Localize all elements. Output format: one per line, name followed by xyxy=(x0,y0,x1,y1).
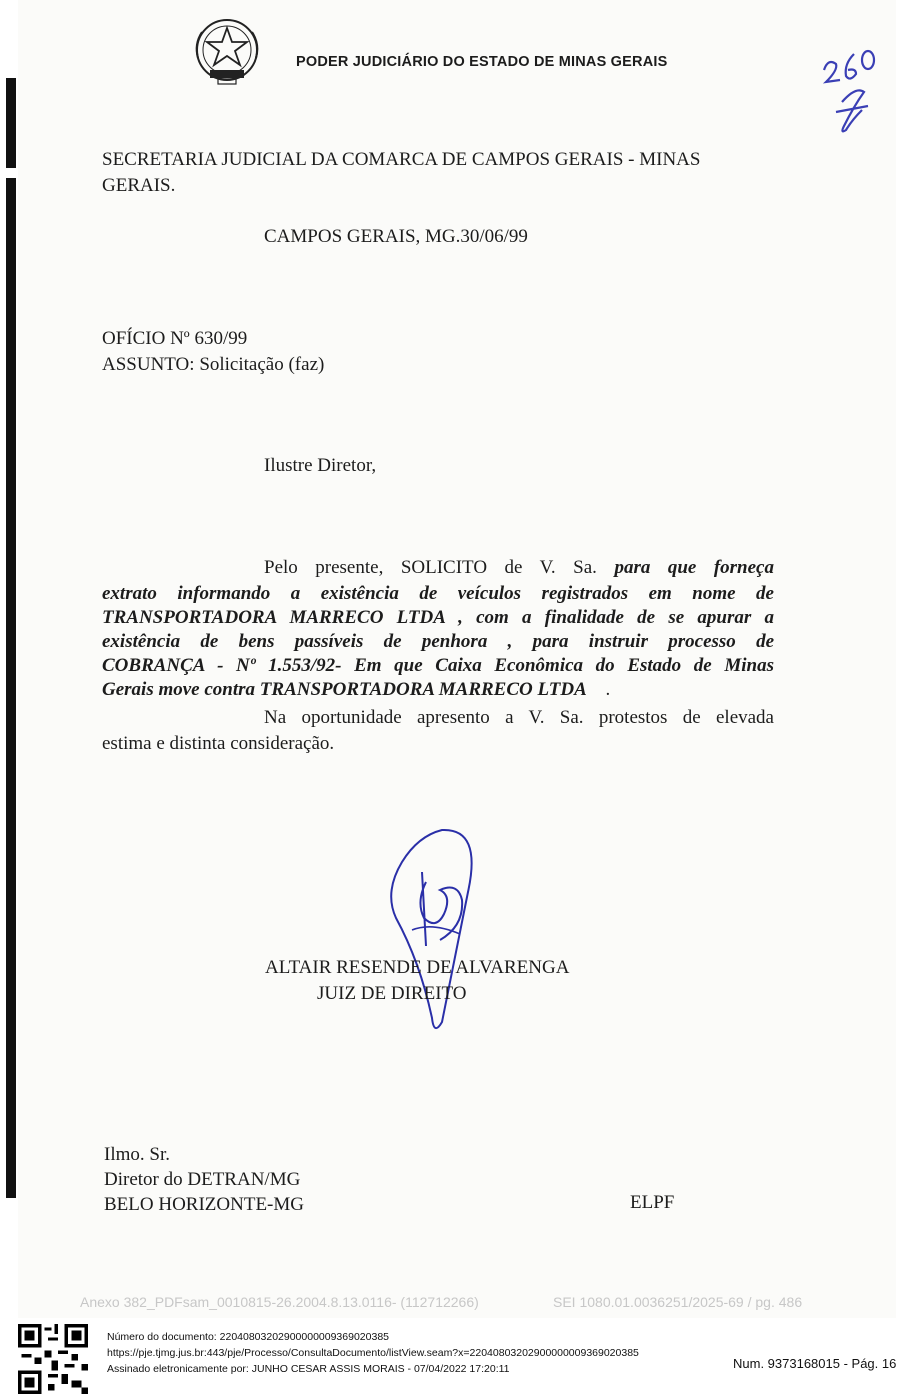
assunto-value: Solicitação (faz) xyxy=(199,354,325,375)
assunto-label: ASSUNTO: xyxy=(102,354,195,375)
anexo-reference: Anexo 382_PDFsam_0010815-26.2004.8.13.0116- (112712266) xyxy=(80,1294,479,1310)
body-line: TRANSPORTADORA MARRECO LTDA , com a finalidade de se apurar a xyxy=(102,607,774,628)
signatory-name: ALTAIR RESENDE DE ALVARENGA xyxy=(265,957,570,978)
body-text-bold: para que forneça xyxy=(614,557,774,578)
secretaria-line: SECRETARIA JUDICIAL DA COMARCA DE CAMPOS GERAIS - MINAS xyxy=(102,149,701,170)
recipient-line: Ilmo. Sr. xyxy=(104,1144,170,1165)
document-url[interactable]: https://pje.tjmg.jus.br:443/pje/Processo/ConsultaDocumento/listView.seam?x=22040803202900000009369020385 xyxy=(107,1347,639,1359)
body-line: Na oportunidade apresento a V. Sa. protestos de elevada xyxy=(264,707,774,728)
oficio-number: OFÍCIO Nº 630/99 xyxy=(102,328,248,349)
scan-edge-bar xyxy=(6,178,16,1198)
assunto-line xyxy=(102,352,324,378)
signature-info: Assinado eletronicamente por: JUNHO CESAR ASSIS MORAIS - 07/04/2022 17:20:11 xyxy=(107,1363,510,1375)
body-line xyxy=(102,677,610,703)
court-header: PODER JUDICIÁRIO DO ESTADO DE MINAS GERAIS xyxy=(296,54,668,70)
recipient-line: Diretor do DETRAN/MG xyxy=(104,1169,301,1190)
signatory-title: JUIZ DE DIREITO xyxy=(317,983,467,1004)
salutation: Ilustre Diretor, xyxy=(264,455,377,476)
body-text: . xyxy=(605,679,611,700)
body-text-bold: Gerais move contra TRANSPORTADORA MARRECO LTDA xyxy=(102,679,587,700)
numero-documento: Número do documento: 22040803202900000009369020385 xyxy=(107,1331,389,1343)
body-line: COBRANÇA - Nº 1.553/92- Em que Caixa Econômica do Estado de Minas xyxy=(102,655,774,676)
qr-code-icon xyxy=(18,1324,88,1394)
state-coat-of-arms-icon xyxy=(188,14,266,88)
body-line: estima e distinta consideração. xyxy=(102,733,335,754)
handwritten-signature xyxy=(382,822,492,1042)
body-text: Pelo presente, SOLICITO de V. Sa. xyxy=(264,557,597,578)
sei-reference: SEI 1080.01.0036251/2025-69 / pg. 486 xyxy=(553,1294,803,1310)
secretaria-line: GERAIS. xyxy=(102,175,176,196)
recipient-line: BELO HORIZONTE-MG xyxy=(104,1194,305,1215)
page-number: Num. 9373168015 - Pág. 16 xyxy=(733,1356,897,1371)
body-line: extrato informando a existência de veículos registrados em nome de xyxy=(102,583,774,604)
body-line xyxy=(264,555,774,581)
handwritten-page-annotation xyxy=(814,40,884,140)
scan-edge-bar xyxy=(6,78,16,168)
place-date: CAMPOS GERAIS, MG.30/06/99 xyxy=(264,226,528,247)
body-line: existência de bens passíveis de penhora , para instruir processo de xyxy=(102,631,774,652)
typist-initials: ELPF xyxy=(630,1192,675,1213)
